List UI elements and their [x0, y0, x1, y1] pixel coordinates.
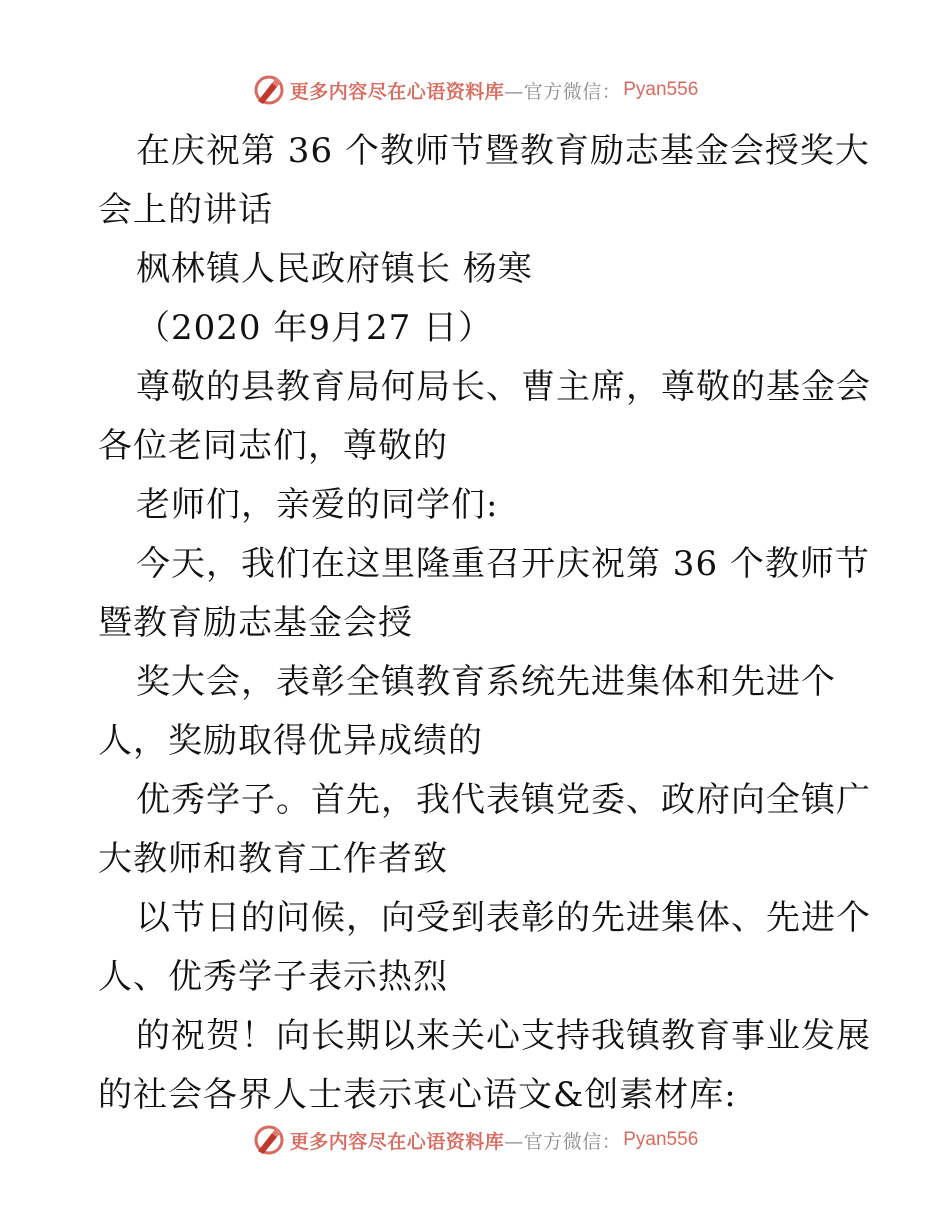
title-line-1: 在庆祝第 36 个教师节暨教育励志基金会授奖大	[136, 131, 870, 171]
text-line: 大教师和教育工作者致	[98, 839, 448, 879]
pen-logo-icon	[252, 73, 286, 107]
banner-main-text: 更多内容尽在心语资料库	[289, 1130, 505, 1153]
header-banner	[0, 72, 950, 108]
banner-separator-text: —官方微信：	[504, 1130, 622, 1153]
document-body	[98, 122, 871, 1125]
text-line: 优秀学子。首先，我代表镇党委、政府向全镇广	[136, 780, 871, 820]
banner-separator-text: —官方微信：	[504, 80, 622, 103]
text-line: 暨教育励志基金会授	[98, 603, 413, 643]
text-line: 以节日的问候，向受到表彰的先进集体、先进个	[136, 898, 871, 938]
text-line: 的祝贺！向长期以来关心支持我镇教育事业发展	[136, 1016, 871, 1056]
text-line: 尊敬的县教育局何局长、曹主席，尊敬的基金会	[136, 367, 871, 407]
text-line: 老师们，亲爱的同学们:	[136, 485, 499, 525]
banner-main-text: 更多内容尽在心语资料库	[289, 80, 505, 103]
text-line: 人、优秀学子表示热烈	[98, 957, 448, 997]
date-line: （2020 年9月27 日）	[136, 308, 494, 348]
banner-wechat-id: Pyan556	[623, 1129, 699, 1150]
speaker-line: 枫林镇人民政府镇长 杨寒	[136, 249, 533, 289]
text-line: 奖大会，表彰全镇教育系统先进集体和先进个	[136, 662, 836, 702]
pen-logo-icon	[252, 1123, 286, 1157]
text-line: 的社会各界人士表示衷心语文&创素材库:	[98, 1075, 737, 1115]
text-line: 人，奖励取得优异成绩的	[98, 721, 483, 761]
text-line: 各位老同志们，尊敬的	[98, 426, 448, 466]
banner-wechat-id: Pyan556	[623, 79, 699, 100]
footer-banner	[0, 1122, 950, 1158]
title-line-2: 会上的讲话	[98, 190, 273, 230]
text-line: 今天，我们在这里隆重召开庆祝第 36 个教师节	[136, 544, 870, 584]
